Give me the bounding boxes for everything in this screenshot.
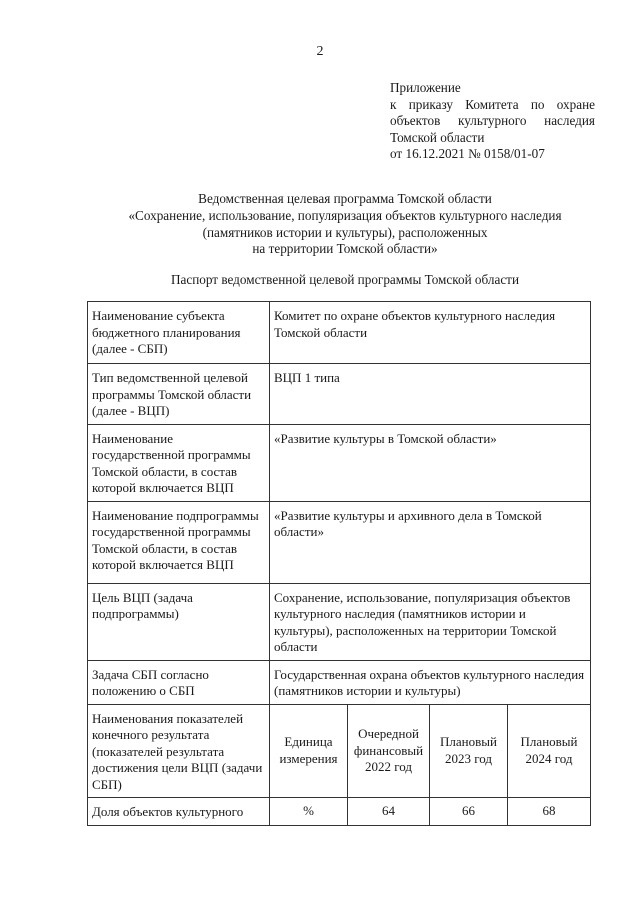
row-value: Государственная охрана объектов культурного наследия (памятников истории и культуры) bbox=[270, 660, 591, 704]
row-value: «Развитие культуры и архивного дела в Томской области» bbox=[270, 501, 591, 583]
table-row bbox=[88, 660, 591, 704]
indicator-unit: % bbox=[270, 798, 348, 826]
indicator-row bbox=[88, 798, 591, 826]
indicator-2023: 66 bbox=[430, 798, 508, 826]
appendix-line: объектов культурного наследия bbox=[390, 113, 595, 128]
passport-table bbox=[87, 301, 591, 826]
program-title bbox=[80, 191, 610, 258]
row-value: Комитет по охране объектов культурного наследия Томской области bbox=[270, 302, 591, 364]
table-row bbox=[88, 501, 591, 583]
table-row bbox=[88, 583, 591, 660]
row-label: Наименование государственной программы Томской области, в состав которой включается ВЦП bbox=[88, 424, 270, 501]
row-label: Наименование субъекта бюджетного планирования (далее - СБП) bbox=[88, 302, 270, 364]
appendix-line: Приложение bbox=[390, 80, 461, 95]
program-title-line: Ведомственная целевая программа Томской области bbox=[198, 191, 492, 206]
appendix-line: к приказу Комитета по охране bbox=[390, 96, 595, 112]
passport-title: Паспорт ведомственной целевой программы Томской области bbox=[170, 272, 520, 287]
year-2023-header: Плановый 2023 год bbox=[430, 704, 508, 798]
indicators-header-row bbox=[88, 704, 591, 798]
year-2024-header: Плановый 2024 год bbox=[508, 704, 591, 798]
page-number: 2 bbox=[316, 44, 324, 59]
row-value: ВЦП 1 типа bbox=[270, 364, 591, 425]
appendix-line: от 16.12.2021 № 0158/01-07 bbox=[390, 146, 545, 161]
appendix-line: Томской области bbox=[390, 129, 485, 145]
row-label: Задача СБП согласно положению о СБП bbox=[88, 660, 270, 704]
indicator-label: Доля объектов культурного bbox=[88, 798, 270, 826]
indicator-2024: 68 bbox=[508, 798, 591, 826]
indicators-header-label: Наименования показателей конечного результата (показателей результата достижения цели ВЦП (задачи СБП) bbox=[88, 704, 270, 798]
row-label: Тип ведомственной целевой программы Томской области (далее - ВЦП) bbox=[88, 364, 270, 425]
table-row bbox=[88, 424, 591, 501]
program-title-line: (памятников истории и культуры), расположенных bbox=[202, 224, 488, 240]
year-2022-header: Очередной финансовый 2022 год bbox=[348, 704, 430, 798]
table-row bbox=[88, 302, 591, 364]
unit-header: Единица измерения bbox=[270, 704, 348, 798]
appendix-block bbox=[390, 80, 595, 163]
row-label: Цель ВЦП (задача подпрограммы) bbox=[88, 583, 270, 660]
program-title-line: «Сохранение, использование, популяризация объектов культурного наследия bbox=[128, 207, 562, 223]
table-row bbox=[88, 364, 591, 425]
row-label: Наименование подпрограммы государственной программы Томской области, в состав которой включается ВЦП bbox=[88, 501, 270, 583]
indicator-2022: 64 bbox=[348, 798, 430, 826]
program-title-line: на территории Томской области» bbox=[252, 241, 438, 257]
row-value: «Развитие культуры в Томской области» bbox=[270, 424, 591, 501]
row-value: Сохранение, использование, популяризация объектов культурного наследия (памятников истории и культуры), расположенных на территории Томской области bbox=[270, 583, 591, 660]
